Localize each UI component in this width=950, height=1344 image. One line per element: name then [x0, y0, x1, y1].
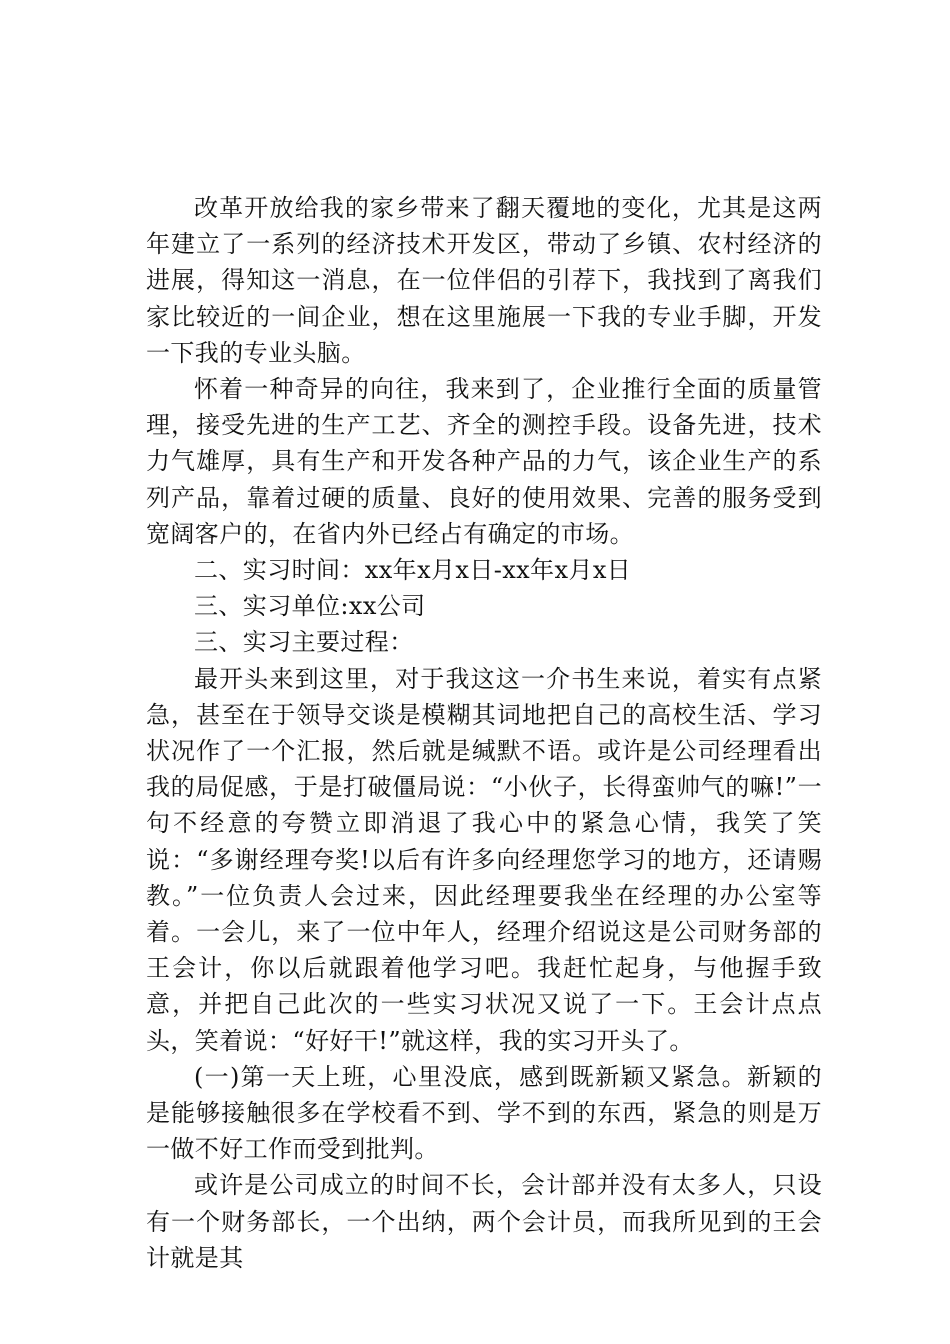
paragraph-first-arrival: 最开头来到这里，对于我这这一介书生来说，着实有点紧急，甚至在于领导交谈是模糊其词地把自己的高校生活、学习状况作了一个汇报，然后就是缄默不语。或许是公司经理看出我的局促感，于是打破僵局说：“小伙子，长得蛮帅气的嘛!”一句不经意的夸赞立即消退了我心中的紧急心情，我笑了笑说：“多谢经理夸奖!以后有许多向经理您学习的地方，还请赐教。”一位负责人会过来，因此经理要我坐在经理的办公室等着。一会儿，来了一位中年人，经理介绍说这是公司财务部的王会计，你以后就跟着他学习吧。我赶忙起身，与他握手致意，并把自己此次的一些实习状况又说了一下。王会计点点头，笑着说：“好好干!”就这样，我的实习开头了。	[146, 664, 822, 1055]
document-body	[146, 190, 822, 1276]
paragraph-company-description: 怀着一种奇异的向往，我来到了，企业推行全面的质量管理，接受先进的生产工艺、齐全的测控手段。设备先进，技术力气雄厚，具有生产和开发各种产品的力气，该企业生产的系列产品，靠着过硬的质量、良好的使用效果、完善的服务受到宽阔客户的，在省内外已经占有确定的市场。	[146, 375, 822, 548]
paragraph-main-process-heading: 三、实习主要过程：	[194, 628, 414, 657]
paragraph-internship-time: 二、实习时间：xx年x月x日-xx年x月x日	[194, 556, 632, 585]
paragraph-internship-unit: 三、实习单位:xx公司	[194, 592, 426, 621]
paragraph-first-day: (一)第一天上班，心里没底，感到既新颖又紧急。新颖的是能够接触很多在学校看不到、学不到的东西，紧急的则是万一做不好工作而受到批判。	[146, 1062, 822, 1164]
paragraph-intro-hometown: 改革开放给我的家乡带来了翻天覆地的变化，尤其是这两年建立了一系列的经济技术开发区，带动了乡镇、农村经济的进展，得知这一消息，在一位伴侣的引荐下，我找到了离我们家比较近的一间企业，想在这里施展一下我的专业手脚，开发一下我的专业头脑。	[146, 194, 822, 367]
paragraph-accounting-department: 或许是公司成立的时间不长，会计部并没有太多人，只设有一个财务部长，一个出纳，两个会计员，而我所见到的王会计就是其	[146, 1171, 822, 1272]
